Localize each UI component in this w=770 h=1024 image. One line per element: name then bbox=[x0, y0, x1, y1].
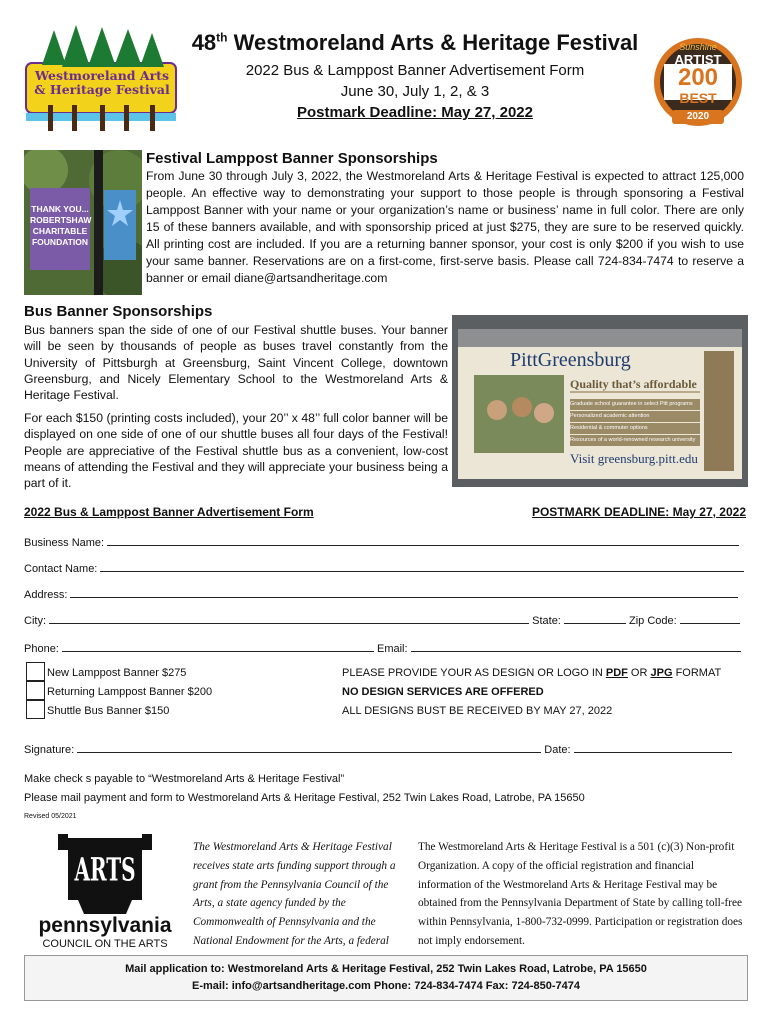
address-row bbox=[24, 587, 746, 601]
nonprofit-statement: The Westmoreland Arts & Heritage Festival is a 501 (c)(3) Non-profit Organization. A copy of the official registration and financial information of the Westmoreland Arts & Heritage Festival may be obtained from the Pennsylvania Department of State by calling toll-free within Pennsylvania, 1-800-732-0999. Participation or registration does not imply endorsement. bbox=[418, 841, 743, 947]
signature-row bbox=[24, 742, 746, 756]
pca-pennsylvania: pennsylvania bbox=[38, 914, 172, 937]
note-or: OR bbox=[627, 667, 651, 679]
lamp-sign-line-4: FOUNDATION bbox=[31, 237, 89, 247]
funding-statement: The Westmoreland Arts & Heritage Festival receives state arts funding support through a grant from the Pennsylvania Council of the Arts, a state agency funded by the Commonwealth of Pennsylvania and the National Endowment for the Arts, a federal bbox=[193, 841, 396, 947]
design-format-note bbox=[342, 667, 721, 679]
lamp-sign-line-3: CHARITABLE bbox=[32, 226, 88, 236]
footer-contact-line: E-mail: info@artsandheritage.com Phone: 724-834-7474 Fax: 724-850-7474 bbox=[192, 980, 580, 992]
logo-line-2: & Heritage Festival bbox=[34, 82, 170, 97]
badge-best: BEST bbox=[679, 90, 717, 106]
date-field[interactable] bbox=[574, 742, 732, 753]
bus-banner-photo bbox=[452, 315, 748, 487]
bus-ad-bullet: Graduate school guarantee in select Pitt programs bbox=[570, 399, 700, 410]
best-artist-badge bbox=[652, 34, 744, 130]
phone-label: Phone: bbox=[24, 643, 59, 655]
shuttle-bus-checkbox[interactable] bbox=[26, 700, 45, 719]
returning-lamppost-label: Returning Lamppost Banner $200 bbox=[47, 686, 213, 698]
title-sup: th bbox=[216, 30, 228, 45]
phone-email-row bbox=[24, 641, 746, 655]
business-row bbox=[24, 535, 746, 549]
bus-body-1: Bus banners span the side of one of our Festival shuttle buses. Your banner will be seen by thousands of people as buses travel constantly from the University of Pittsburgh at Greensburg, Saint Vincent College, downtown Greensburg, and Nicely Elementary School to the Westmoreland Arts & Heritage Festival. bbox=[24, 323, 448, 403]
footer-mail-line: Mail application to: Westmoreland Arts & Heritage Festival, 252 Twin Lakes Road, Latrobe, PA 15650 bbox=[125, 963, 647, 975]
bus-ad-brand: PittGreensburg bbox=[510, 349, 631, 371]
bus-heading: Bus Banner Sponsorships bbox=[24, 303, 213, 320]
no-design-note: NO DESIGN SERVICES ARE OFFERED bbox=[342, 686, 544, 698]
form-deadline: POSTMARK DEADLINE: May 27, 2022 bbox=[531, 505, 746, 519]
city-field[interactable] bbox=[49, 613, 529, 624]
note-post: FORMAT bbox=[672, 667, 722, 679]
zip-field[interactable] bbox=[680, 613, 740, 624]
header-deadline: Postmark Deadline: May 27, 2022 bbox=[297, 104, 533, 121]
business-name-field[interactable] bbox=[107, 535, 739, 546]
bus-ad-bullet: Residential & commuter options bbox=[570, 423, 700, 434]
city-row bbox=[24, 613, 746, 627]
form-subtitle: 2022 Bus & Lamppost Banner Advertisement Form bbox=[245, 62, 585, 79]
badge-number: 200 bbox=[677, 64, 719, 91]
contact-label: Contact Name: bbox=[24, 563, 98, 575]
lamppost-heading: Festival Lamppost Banner Sponsorships bbox=[146, 150, 438, 167]
lamppost-banner-photo bbox=[24, 150, 142, 295]
note-pdf: PDF bbox=[605, 667, 628, 679]
lamp-sign-line-2: ROBERTSHAW bbox=[30, 215, 92, 225]
bus-ad-url: Visit greensburg.pitt.edu bbox=[570, 451, 698, 466]
note-pre: PLEASE PROVIDE YOUR AS DESIGN OR LOGO IN bbox=[342, 667, 606, 679]
date-label: Date: bbox=[544, 744, 571, 756]
address-label: Address: bbox=[24, 589, 68, 601]
logo-line-1: Westmoreland Arts bbox=[34, 68, 169, 83]
business-label: Business Name: bbox=[24, 537, 105, 549]
lamppost-body: From June 30 through July 3, 2022, the Westmoreland Arts & Heritage Festival is expected to attract 125,000 people. An effective way to demonstrating your support to those people is through sponsoring a Festival Lamppost Banner with your name or your organization’s name or business’ name in full color. There are only 15 of these banners available, and with sponsorship priced at just $275, they are sure to be reserved quickly. All printing cost are included. If you are a returning banner sponsor, your cost is only $200 if you wish to use your same banner. Reservations are on a first-come, first-serve basis. Please call 724-834-7474 to reserve a banner or email diane@artsandheritage.com bbox=[146, 169, 744, 285]
email-field[interactable] bbox=[411, 641, 741, 652]
mail-instructions: Please mail payment and form to Westmoreland Arts & Heritage Festival, 252 Twin Lakes Road, Latrobe, PA 15650 bbox=[24, 792, 585, 804]
form-title: 2022 Bus & Lamppost Banner Advertisement Form bbox=[24, 505, 314, 519]
lamp-sign-line-1: THANK YOU... bbox=[31, 204, 89, 214]
title-number: 48 bbox=[191, 30, 217, 55]
bus-ad-bullets bbox=[570, 399, 700, 446]
note-jpg: JPG bbox=[650, 667, 673, 679]
city-label: City: bbox=[24, 615, 46, 627]
returning-lamppost-checkbox[interactable] bbox=[26, 681, 45, 700]
new-lamppost-label: New Lamppost Banner $275 bbox=[47, 667, 187, 679]
signature-label: Signature: bbox=[24, 744, 75, 756]
title-rest: Westmoreland Arts & Heritage Festival bbox=[227, 30, 639, 55]
checks-payable: Make check s payable to “Westmoreland Arts & Heritage Festival” bbox=[24, 773, 345, 785]
shuttle-bus-label: Shuttle Bus Banner $150 bbox=[47, 705, 170, 717]
badge-year: 2020 bbox=[686, 111, 710, 122]
revised-date: Revised 05/2021 bbox=[24, 813, 77, 820]
pca-council: COUNCIL ON THE ARTS bbox=[42, 938, 168, 950]
zip-label: Zip Code: bbox=[629, 615, 677, 627]
festival-dates: June 30, July 1, 2, & 3 bbox=[340, 83, 490, 100]
badge-artist: ARTIST bbox=[674, 52, 722, 67]
bus-ad-bullet: Resources of a world-renowned research university bbox=[570, 435, 700, 446]
new-lamppost-checkbox[interactable] bbox=[26, 662, 45, 681]
bus-body-2: For each $150 (printing costs included), your 20’’ x 48’’ full color banner will be displayed on one side of one of our shuttle buses all four days of the Festival! People are appreciative of the Festival shuttle bus as a convenient, low-cost means of attending the Festival and they will appreciate your business being a part of it. bbox=[24, 411, 448, 491]
page-title bbox=[150, 30, 680, 56]
phone-field[interactable] bbox=[62, 641, 374, 652]
state-label: State: bbox=[532, 615, 561, 627]
badge-top: Sunshine bbox=[679, 42, 717, 52]
bus-ad-tagline: Quality that’s affordable bbox=[570, 377, 697, 391]
contact-row bbox=[24, 561, 746, 575]
designs-deadline-note: ALL DESIGNS BUST BE RECEIVED BY MAY 27, 2022 bbox=[342, 705, 613, 717]
address-field[interactable] bbox=[70, 587, 738, 598]
pca-arts-word: ARTS bbox=[74, 850, 136, 889]
state-field[interactable] bbox=[564, 613, 626, 624]
pa-council-arts-logo bbox=[30, 830, 180, 950]
contact-name-field[interactable] bbox=[100, 561, 744, 572]
bus-ad-bullet: Personalized academic attention bbox=[570, 411, 700, 422]
email-label: Email: bbox=[377, 643, 408, 655]
signature-field[interactable] bbox=[77, 742, 541, 753]
footer-contact-box bbox=[24, 955, 748, 1001]
